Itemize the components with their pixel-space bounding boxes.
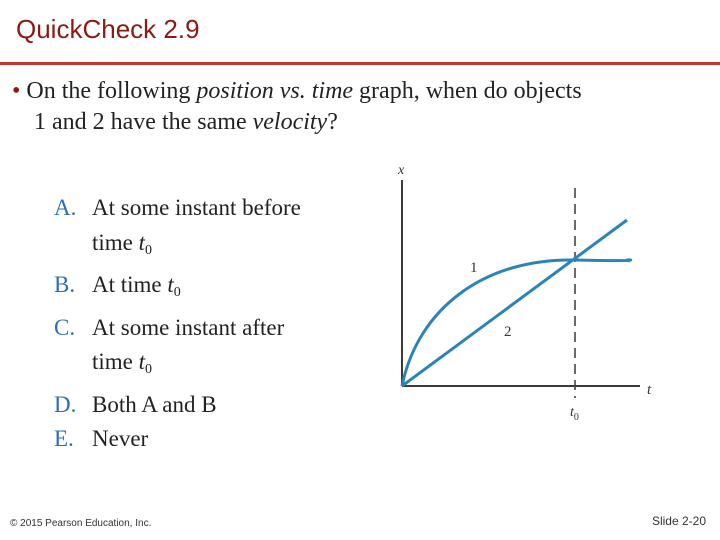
title-divider [0, 62, 720, 65]
choice-subscript: 0 [145, 362, 153, 377]
question-line1-part1: On the following [26, 78, 197, 104]
curve-1-label: 1 [470, 260, 478, 276]
position-time-graph [390, 158, 670, 428]
question-line2-part1: 1 and 2 have the same [34, 109, 253, 135]
x-axis-label: t [647, 382, 652, 398]
y-axis-label: x [398, 163, 405, 178]
question-text [12, 76, 702, 138]
choice-text: At some instant after [92, 314, 285, 340]
bullet-icon: • [12, 78, 21, 104]
choice-c[interactable] [54, 311, 301, 388]
choice-var: t [138, 229, 146, 255]
choice-e[interactable] [54, 422, 301, 457]
choice-text: At time [92, 272, 168, 297]
choice-text: Both A and B [92, 391, 217, 417]
choice-letter: B. [54, 272, 76, 297]
t0-tick-label [570, 405, 579, 423]
choice-text: Never [92, 426, 149, 451]
slide-title: QuickCheck 2.9 [16, 14, 200, 44]
choice-var: t [167, 272, 174, 297]
choice-letter: E. [54, 426, 74, 451]
choice-b[interactable] [54, 268, 301, 311]
curve-2-label: 2 [504, 324, 512, 340]
copyright-notice: © 2015 Pearson Education, Inc. [10, 518, 152, 529]
choice-text: At some instant before [92, 195, 301, 220]
t0-tick-var: t [570, 405, 574, 420]
question-emphasis-velocity: velocity [252, 109, 328, 135]
choice-letter: A. [54, 195, 77, 220]
curve-object-1 [402, 260, 631, 386]
choice-letter: C. [54, 314, 76, 340]
choice-text: time [92, 349, 139, 374]
choice-letter: D. [54, 391, 77, 417]
question-emphasis-graph: position vs. time [196, 78, 354, 104]
line-object-2 [402, 220, 627, 386]
choice-var: t [138, 349, 146, 374]
choice-subscript: 0 [145, 242, 153, 258]
question-line2-part2: ? [327, 109, 338, 135]
answer-choices [54, 191, 301, 457]
t0-tick-sub: 0 [573, 412, 579, 423]
choice-text: time [92, 229, 139, 255]
choice-subscript: 0 [173, 285, 181, 300]
choice-d[interactable] [54, 388, 301, 423]
question-line1-part2: graph, when do objects [353, 78, 582, 104]
slide-number: Slide 2-20 [651, 514, 706, 528]
choice-a[interactable] [54, 191, 301, 268]
